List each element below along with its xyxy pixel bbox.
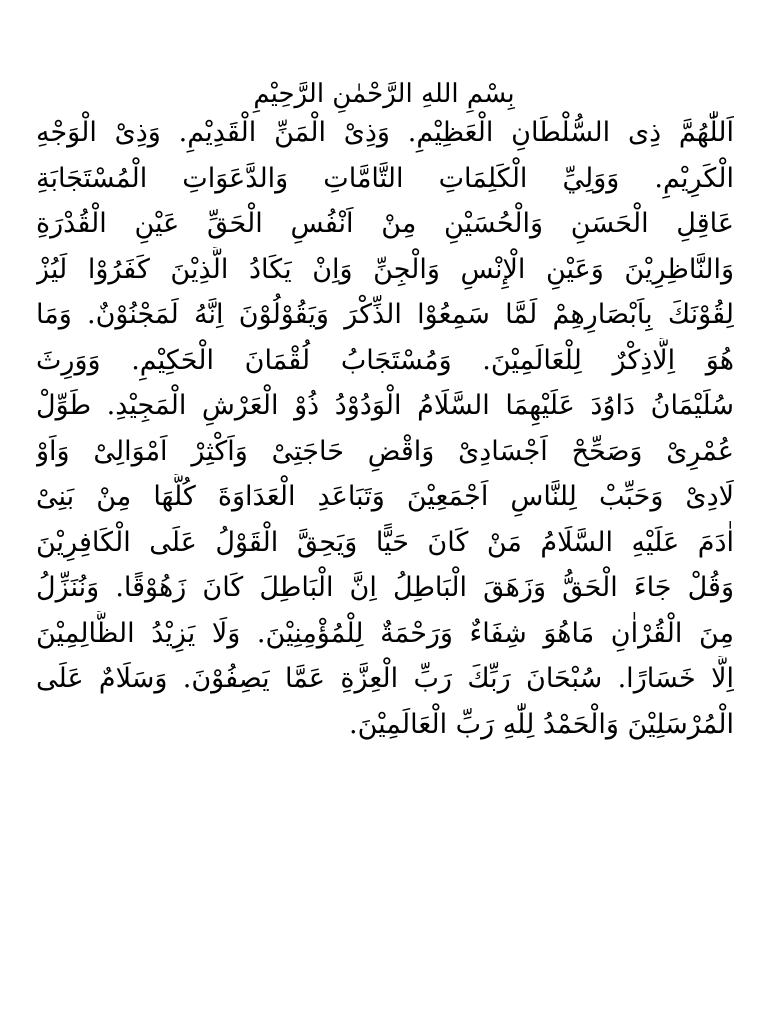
text-line: هُوَ اِلَّاذِكْرٌ لِلْعَالَمِيْنَ. وَمُسْتَجَابُ لُقْمَانَ الْحَكِيْمِ. وَوَرِثَ <box>36 344 734 376</box>
basmala-heading: بِسْمِ اللهِ الرَّحْمٰنِ الرَّحِيْمِ <box>253 79 515 109</box>
text-line: اِلَّا خَسَارًا. سُبْحَانَ رَبِّكَ رَبِّ الْعِزَّةِ عَمَّا يَصِفُوْنَ. وَسَلَامٌ عَلَى <box>36 663 734 694</box>
text-line: اٰدَمَ عَلَيْهِ السَّلَامُ مَنْ كَانَ حَيًّا وَيَحِقَّ الْقَوْلُ عَلَى الْكَافِرِيْنَ <box>36 526 734 558</box>
text-line: الْمُرْسَلِيْنَ وَالْحَمْدُ لِلّٰهِ رَبِّ الْعَالَمِيْنَ. <box>348 708 734 740</box>
text-line: لِقُوْنَكَ بِاَبْصَارِهِمْ لَمَّا سَمِعُوْا الذِّكْرَ وَيَقُوْلُوْنَ اِنَّهُ لَمَجْنُوْنٌ. وَمَا <box>36 299 734 330</box>
text-line: سُلَيْمَانُ دَاوُدَ عَلَيْهِمَا السَّلَامُ الْوَدُوْدُ ذُوْ الْعَرْشِ الْمَجِيْدِ. طَوِّلْ <box>36 390 734 421</box>
text-line: عُمْرِىْ وَصَحِّحْ اَجْسَادِىْ وَاقْضِ حَاجَتِىْ وَاَكْثِرْ اَمْوَالِىْ وَاَوْ <box>36 435 734 467</box>
text-line: اَللّٰهُمَّ ذِى السُّلْطَانِ الْعَظِيْمِ. وَذِىْ الْمَنِّ الْقَدِيْمِ. وَذِىْ الْوَجْهِ <box>36 117 734 148</box>
text-line: عَاقِلِ الْحَسَنِ وَالْحُسَيْنِ مِنْ اَنْفُسِ الْحَقِّ عَيْنِ الْقُدْرَةِ <box>36 208 734 239</box>
text-line: وَالنَّاظِرِيْنَ وَعَيْنِ الْإِنْسِ وَالْجِنِّ وَاِنْ يَكَادُ الَّذِيْنَ كَفَرُوْا لَيُزْ <box>36 253 734 285</box>
text-line: وَقُلْ جَاءَ الْحَقُّ وَزَهَقَ الْبَاطِلُ اِنَّ الْبَاطِلَ كَانَ زَهُوْقًا. وَنُنَزِّلُ <box>36 572 734 603</box>
text-line: الْكَرِيْمِ. وَوَلِيِّ الْكَلِمَاتِ التَّامَّاتِ وَالدَّعَوَاتِ الْمُسْتَجَابَةِ <box>36 162 734 194</box>
text-line: لَادِىْ وَحَبِّبْ لِلنَّاسِ اَجْمَعِيْنَ وَتَبَاعَدِ الْعَدَاوَةَ كُلَّهَا مِنْ بَنِىْ <box>36 481 734 512</box>
text-line: مِنَ الْقُرْاٰنِ مَاهُوَ شِفَاءٌ وَرَحْمَةٌ لِلْمُؤْمِنِيْنَ. وَلَا يَزِيْدُ الظَّالِمِيْنَ <box>36 617 734 649</box>
prayer-text-block <box>36 110 734 747</box>
